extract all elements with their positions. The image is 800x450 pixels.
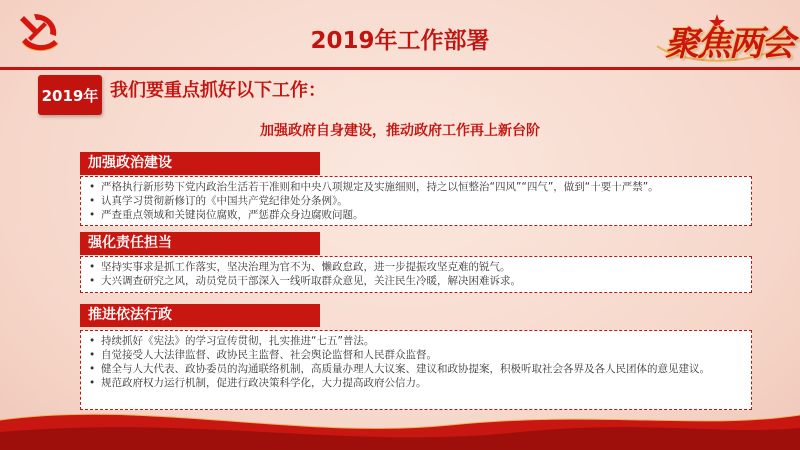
list-item: • 严格执行新形势下党内政治生活若干准则和中央八项规定及实施细则，持之以恒整治“四风”“四气”，做到“十要十严禁”。	[89, 180, 745, 194]
section-subtitle: 加强政府自身建设，推动政府工作再上新台阶	[260, 123, 540, 139]
list-item: • 健全与人大代表、政协委员的沟通联络机制，高质量办理人大议案、建议和政协提案，积极听取社会各界及各人民团体的意见建议。	[89, 362, 745, 376]
title-divider	[0, 67, 800, 70]
red-ribbon-decoration	[0, 390, 800, 450]
intro-heading: 我们要重点抓好以下工作：	[110, 80, 326, 101]
list-item: • 大兴调查研究之风，动员党员干部深入一线听取群众意见，关注民生冷暖，解决困难诉求。	[89, 274, 745, 288]
brand-logo	[655, 6, 793, 68]
list-item: • 严查重点领域和关键岗位腐败，严惩群众身边腐败问题。	[89, 208, 745, 222]
bullet-list	[89, 180, 745, 222]
list-item: • 自觉接受人大法律监督、政协民主监督、社会舆论监督和人民群众监督。	[89, 348, 745, 362]
section-heading: 加强政治建设	[80, 152, 320, 175]
section-box	[80, 256, 752, 293]
section-heading: 推进依法行政	[80, 304, 320, 327]
bullet-list	[89, 334, 745, 390]
list-item: • 持续抓好《宪法》的学习宣传贯彻，扎实推进“七五”普法。	[89, 334, 745, 348]
list-item: • 坚持实事求是抓工作落实，坚决治理为官不为、懒政怠政，进一步提振攻坚克难的锐气。	[89, 260, 745, 274]
year-badge: 2019年	[38, 75, 102, 115]
section-box	[80, 176, 752, 226]
section-heading: 强化责任担当	[80, 232, 320, 255]
page-title: 2019年工作部署	[310, 28, 490, 54]
list-item: • 规范政府权力运行机制，促进行政决策科学化，大力提高政府公信力。	[89, 376, 745, 390]
brand-text: 聚焦两会	[665, 24, 793, 64]
list-item: • 认真学习贯彻新修订的《中国共产党纪律处分条例》。	[89, 194, 745, 208]
bullet-list	[89, 260, 745, 288]
